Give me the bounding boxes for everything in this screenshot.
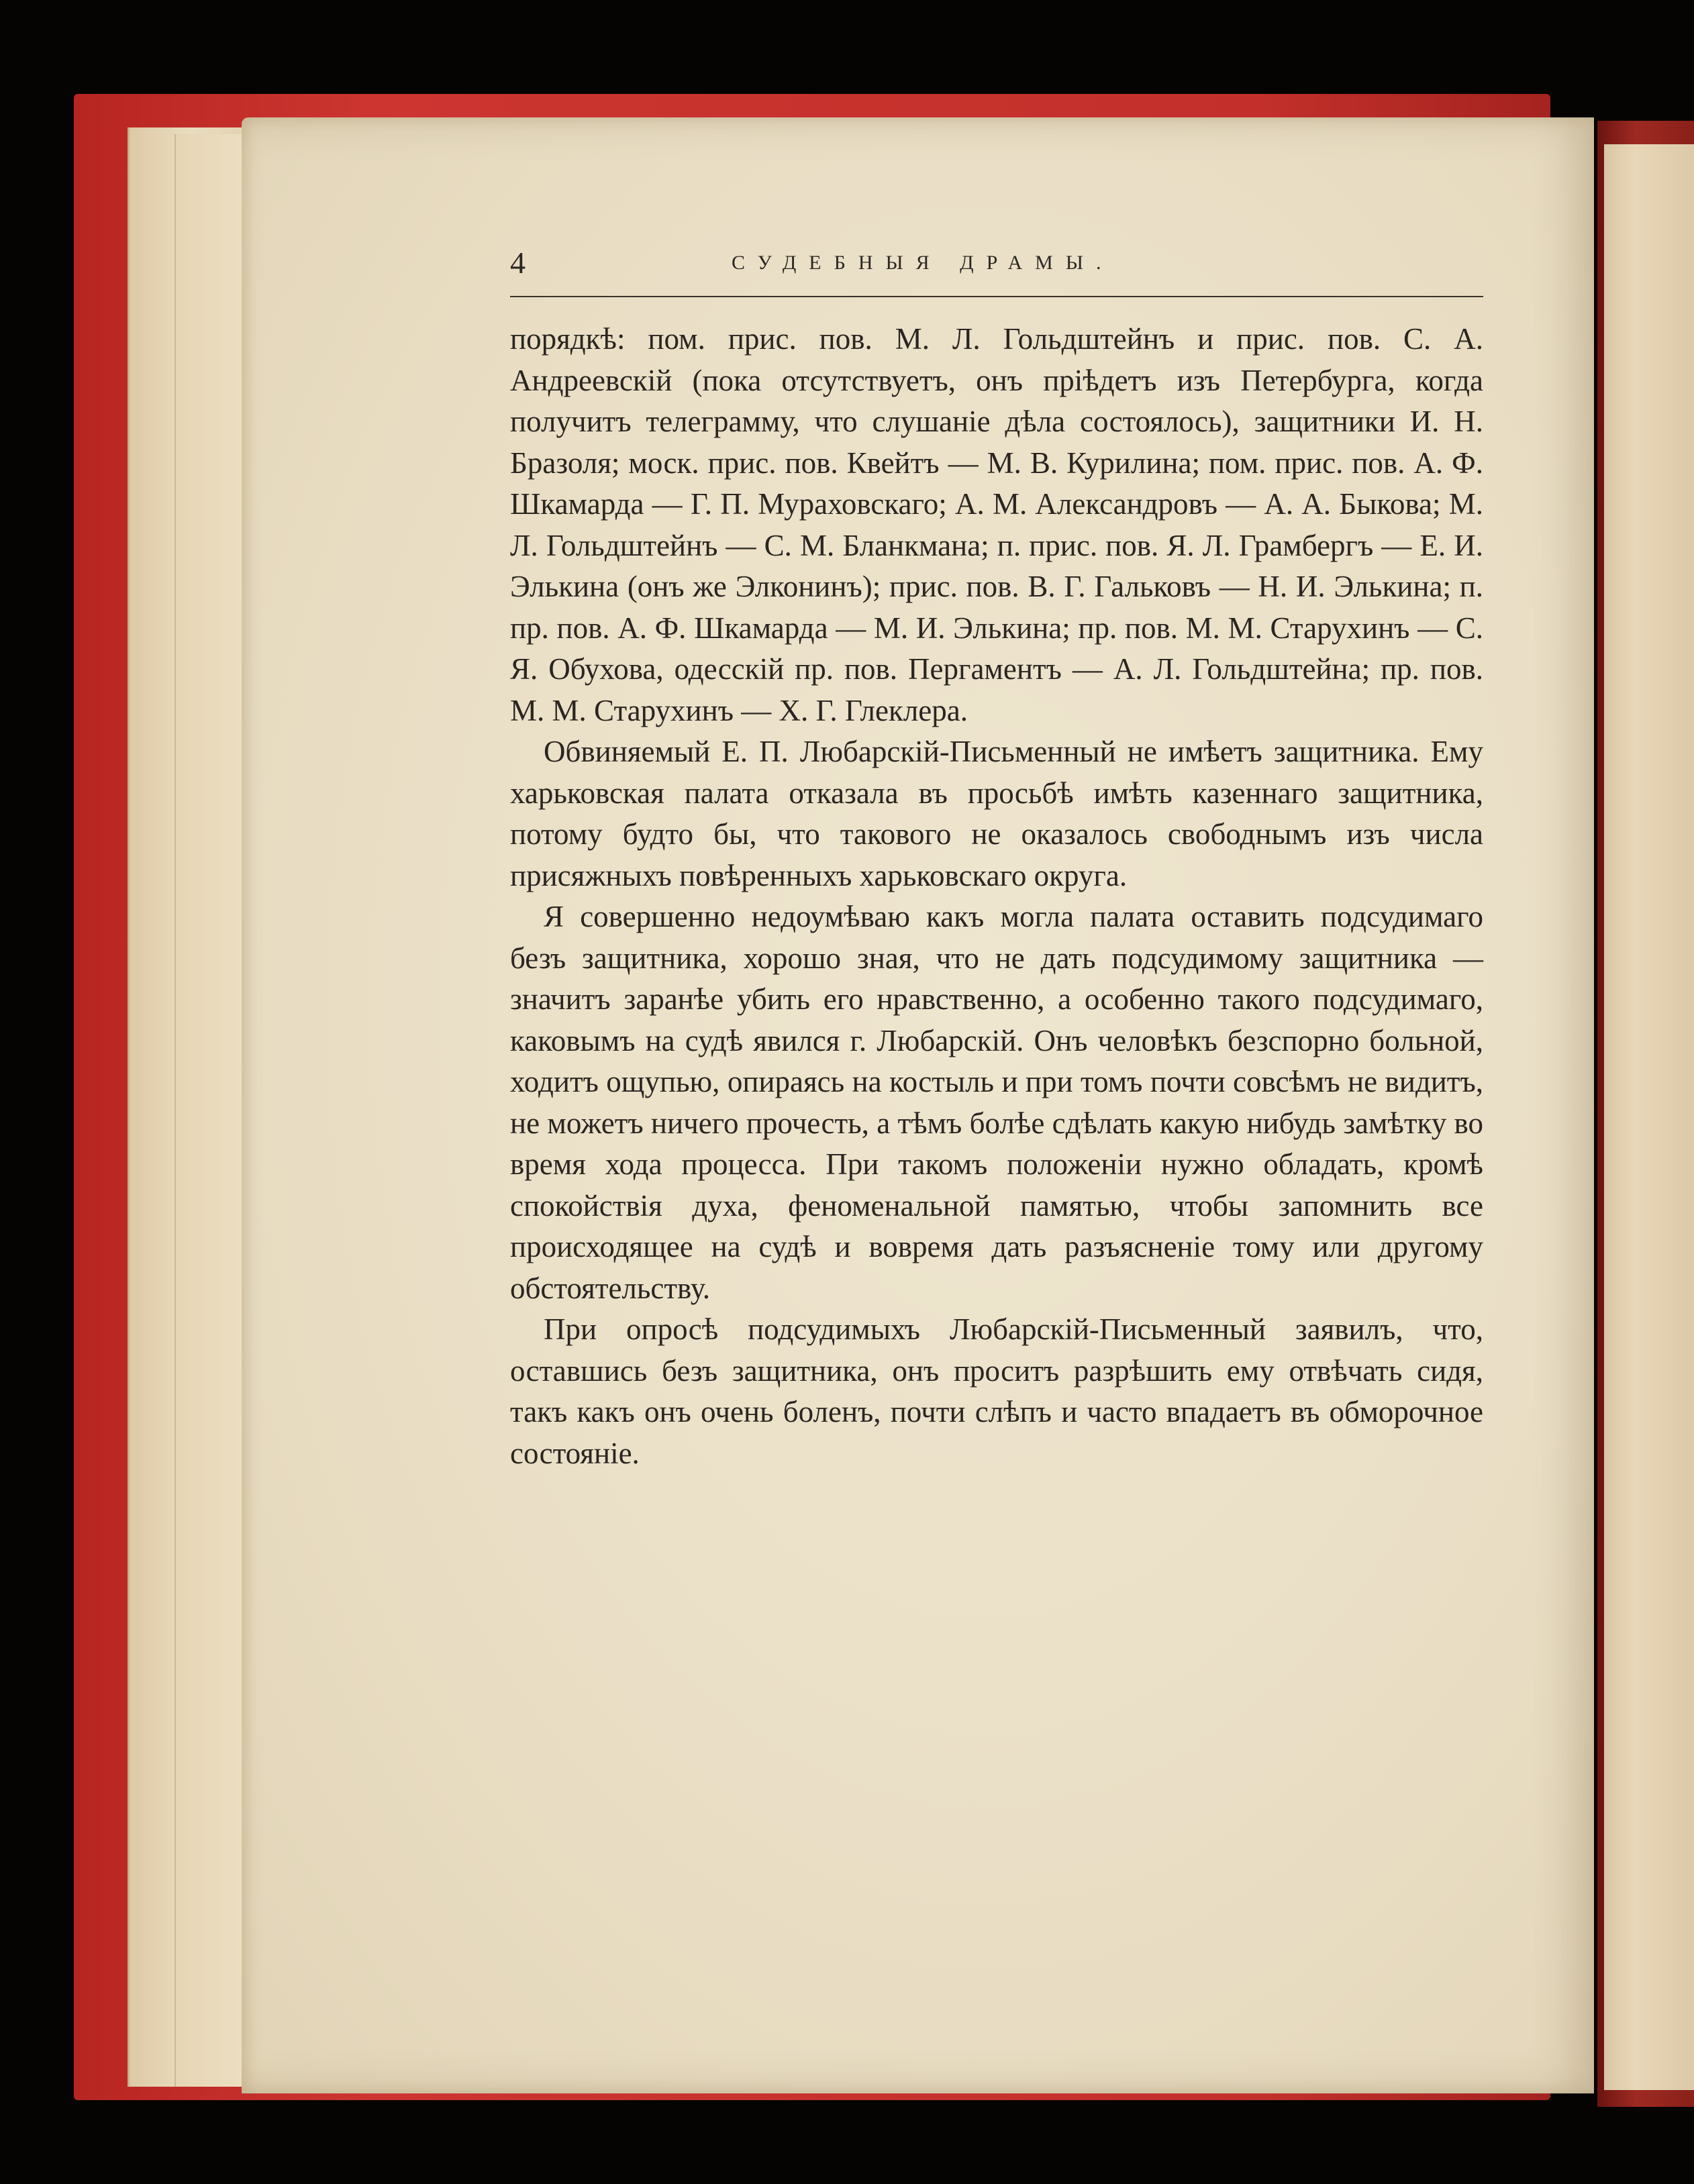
header-rule	[510, 296, 1483, 297]
page-body	[510, 319, 1483, 1474]
paragraph: Обвиняемый Е. П. Любарскiй-Письменный не имѣетъ защитника. Ему харьковская палата отказала въ просьбѣ имѣть казеннаго защитника, потому будто бы, что такового не оказалось свободнымъ изъ числа присяжныхъ повѣренныхъ харьковскаго округа.	[510, 735, 1483, 892]
facing-page-edge	[1604, 144, 1694, 2090]
paragraph: порядкѣ: пом. прис. пов. М. Л. Гольдштейнъ и прис. пов. С. А. Андреевскiй (пока отсутствуетъ, онъ прiѣдетъ изъ Петербурга, когда получитъ телеграмму, что слушанiе дѣла состоялось), защитники И. Н. Бразоля; моск. прис. пов. Квейтъ — М. В. Курилина; пом. прис. пов. А. Ф. Шкамарда — Г. П. Мураховскаго; А. М. Александровъ — А. А. Быкова; М. Л. Гольдштейнъ — С. М. Бланкмана; п. прис. пов. Я. Л. Грамбергъ — Е. И. Элькина (онъ же Элконинъ); прис. пов. В. Г. Гальковъ — Н. И. Элькина; п. пр. пов. А. Ф. Шкамарда — М. И. Элькина; пр. пов. М. М. Старухинъ — С. Я. Обухова, одесскiй пр. пов. Пергаментъ — А. Л. Гольдштейна; пр. пов. М. М. Старухинъ — Х. Г. Глеклера.	[510, 322, 1483, 727]
page-number: 4	[510, 246, 526, 280]
book-page	[242, 117, 1594, 2093]
running-title: СУДЕБНЫЯ ДРАМЫ.	[732, 252, 1114, 274]
running-head	[510, 245, 1483, 285]
paragraph: Я совершенно недоумѣваю какъ могла палата оставить подсудимаго безъ защитника, хорошо зная, что не дать подсудимому защитника — значитъ заранѣе убить его нравственно, а особенно такого подсудимаго, каковымъ на судѣ явился г. Любарскiй. Онъ человѣкъ безспорно больной, ходитъ ощупью, опираясь на костыль и при томъ почти совсѣмъ не видитъ, не можетъ ничего прочесть, а тѣмъ болѣе сдѣлать какую нибудь замѣтку во время хода процесса. При такомъ положенiи нужно обладать, кромѣ спокойствiя духа, феноменальной памятью, чтобы запомнить все происходящее на судѣ и вовремя дать разъясненiе тому или другому обстоятельству.	[510, 900, 1483, 1305]
paragraph: При опросѣ подсудимыхъ Любарскiй-Письменный заявилъ, что, оставшись безъ защитника, онъ проситъ разрѣшить ему отвѣчать сидя, такъ какъ онъ очень боленъ, почти слѣпъ и часто впадаетъ въ обморочное состоянiе.	[510, 1312, 1483, 1470]
